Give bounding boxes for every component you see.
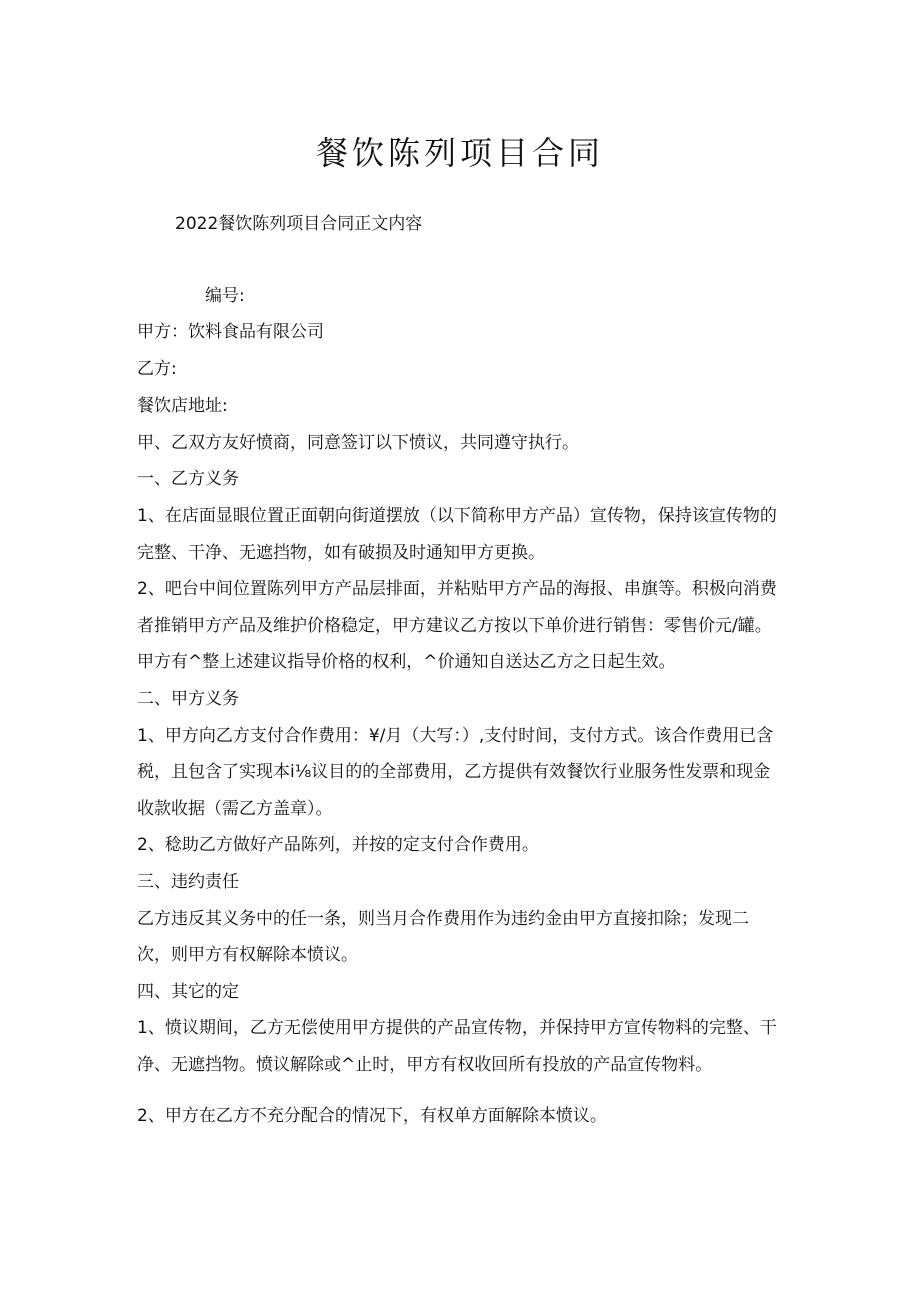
section-4-item-1-line: 净、无遮挡物。愤议解除或^止时，甲方有权收回所有投放的产品宣传物料。 (137, 1055, 713, 1075)
section-1-item-2-line: 者推销甲方产品及维护价格稳定，甲方建议乙方按以下单价进行销售：零售价元/罐。 (137, 616, 772, 636)
section-1-item-1-line: 1、在店面显眼位置正面朝向街道摆放（以下简称甲方产品）宣传物，保持该宣传物的 (137, 506, 777, 526)
restaurant-address-line: 餐饮店地址: (137, 396, 228, 416)
section-3-heading: 三、违约责任 (137, 872, 239, 892)
section-2-item-1-line: 1、甲方向乙方支付合作费用：¥/月（大写：）,支付时间，支付方式。该合作费用已含 (137, 726, 774, 746)
party-a-line: 甲方：饮料食品有限公司 (137, 322, 324, 342)
section-2-item-1-line: 税，且包含了实现本i⅛议目的的全部费用，乙方提供有效餐饮行业服务性发票和现金 (137, 762, 771, 782)
document-subtitle: 2022餐饮陈列项目合同正文内容 (175, 214, 423, 234)
section-2-item-1-line: 收款收据（需乙方盖章）。 (137, 799, 333, 819)
intro-paragraph: 甲、乙双方友好愤商，同意签订以下愤议，共同遵守执行。 (137, 433, 579, 453)
contract-number-label: 编号: (205, 286, 245, 306)
section-3-body-line: 乙方违反其义务中的任一条，则当月合作费用作为违约金由甲方直接扣除；发现二 (137, 909, 749, 929)
section-2-item-2: 2、稔助乙方做好产品陈列，并按的定支付合作费用。 (137, 835, 539, 855)
party-b-line: 乙方: (137, 359, 177, 379)
document-title: 餐饮陈列项目合同 (315, 134, 604, 172)
section-4-item-2: 2、甲方在乙方不充分配合的情况下，有权单方面解除本愤议。 (137, 1106, 607, 1126)
section-4-item-1-line: 1、愤议期间，乙方无偿使用甲方提供的产品宣传物，并保持甲方宣传物料的完整、干 (137, 1018, 777, 1038)
section-1-heading: 一、乙方义务 (137, 469, 239, 489)
section-2-heading: 二、甲方义务 (137, 689, 239, 709)
section-4-heading: 四、其它的定 (137, 982, 239, 1002)
section-1-item-2-line: 2、吧台中间位置陈列甲方产品层排面，并粘贴甲方产品的海报、串旗等。积极向消费 (137, 579, 777, 599)
section-1-item-1-line: 完整、干净、无遮挡物，如有破损及时通知甲方更换。 (137, 543, 545, 563)
section-3-body-line: 次，则甲方有权解除本愤议。 (137, 945, 358, 965)
section-1-item-2-line: 甲方有^整上述建议指导价格的权利，^价通知自送达乙方之日起生效。 (137, 652, 676, 672)
